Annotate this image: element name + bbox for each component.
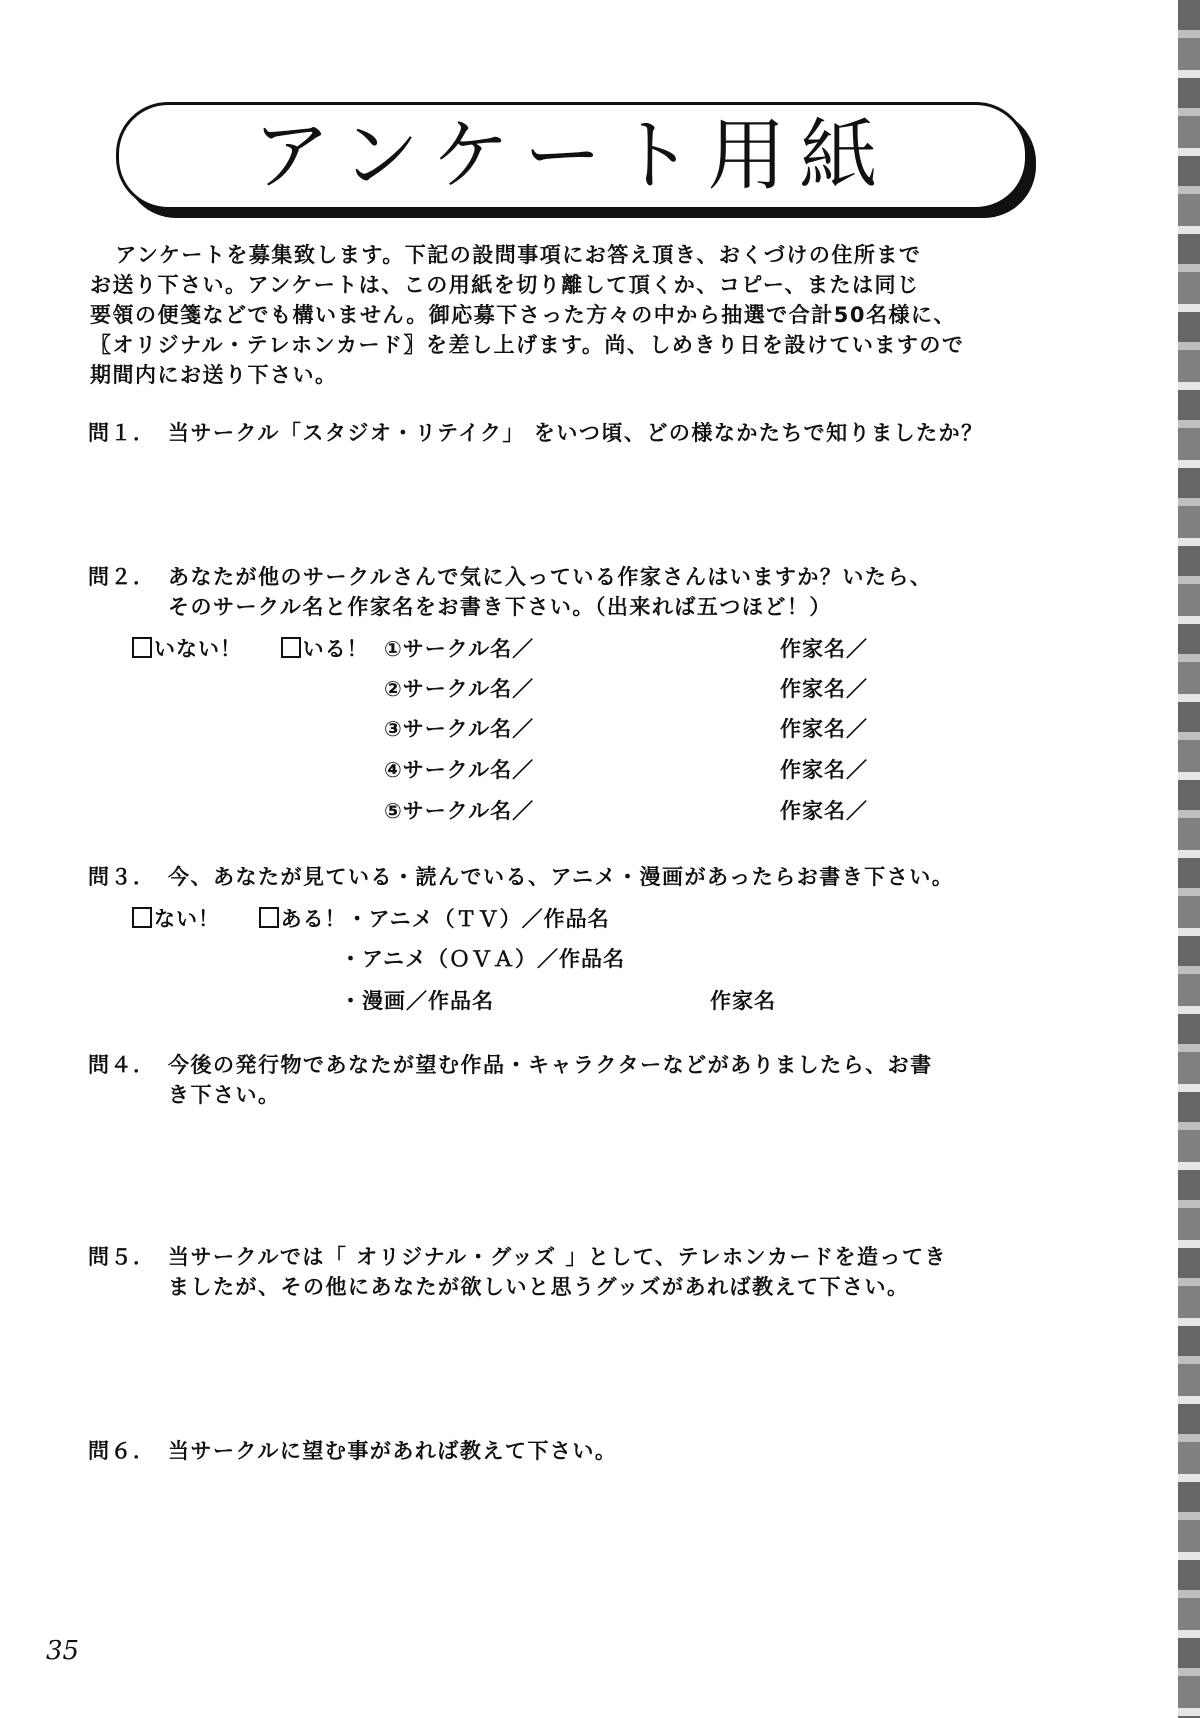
page-title: アンケート用紙 [252, 111, 892, 201]
question-text: そのサークル名と作家名をお書き下さい。（出来れば五つほど！） [168, 595, 832, 619]
anime-tv-field[interactable]: ・アニメ（ＴＶ）／作品名 [346, 907, 610, 931]
question-text: き下さい。 [168, 1083, 281, 1107]
intro-line: 〖オリジナル・テレホンカード〗を差し上げます。尚、しめきり日を設けていますので [90, 333, 965, 357]
question-4 [88, 1050, 1088, 1110]
manga-author-field[interactable]: 作家名 [710, 989, 776, 1013]
question-text: あなたが他のサークルさんで気に入っている作家さんはいますか？いたら、 [168, 565, 933, 589]
checkbox-no[interactable] [132, 637, 152, 658]
q3-options [132, 904, 610, 934]
circle-field-1[interactable]: ①サークル名／ [384, 637, 535, 661]
question-number: 問６． [88, 1439, 156, 1463]
option-label: いる！ [302, 637, 369, 661]
intro-line: 要領の便箋などでも構いません。御応募下さった方々の中から抽選で合計50名様に、 [90, 303, 956, 327]
question-6 [88, 1436, 1088, 1466]
question-text: 今、あなたが見ている・読んでいる、アニメ・漫画があったらお書き下さい。 [168, 865, 955, 889]
circle-field-5[interactable]: ⑤サークル名／ [384, 799, 535, 823]
question-1 [88, 418, 1088, 448]
checkbox-yes[interactable] [281, 637, 301, 658]
scan-edge-artifact [1178, 0, 1200, 1718]
intro-line: お送り下さい。アンケートは、この用紙を切り離して頂くか、コピー、または同じ [90, 273, 920, 297]
circle-field-2[interactable]: ②サークル名／ [384, 677, 535, 701]
question-text: 当サークルに望む事があれば教えて下さい。 [168, 1439, 618, 1463]
option-label: いない！ [154, 637, 242, 661]
question-text: 当サークルでは「 オリジナル・グッズ 」として、テレホンカードを造ってき [168, 1245, 948, 1269]
question-text: ましたが、その他にあなたが欲しいと思うグッズがあれば教えて下さい。 [168, 1275, 910, 1299]
question-3 [88, 862, 1088, 892]
question-2 [88, 562, 1088, 622]
intro-paragraph [90, 240, 1070, 390]
author-field-2[interactable]: 作家名／ [780, 677, 868, 701]
author-field-1[interactable]: 作家名／ [780, 637, 868, 661]
question-number: 問１． [88, 421, 156, 445]
intro-line: 期間内にお送り下さい。 [90, 363, 338, 387]
question-number: 問４． [88, 1053, 156, 1077]
title-banner [116, 102, 1028, 210]
question-number: 問５． [88, 1245, 156, 1269]
author-field-5[interactable]: 作家名／ [780, 799, 868, 823]
author-field-4[interactable]: 作家名／ [780, 758, 868, 782]
option-label: ない！ [154, 907, 220, 931]
author-field-3[interactable]: 作家名／ [780, 717, 868, 741]
option-label: ある！ [280, 907, 347, 931]
checkbox-yes[interactable] [259, 907, 279, 928]
checkbox-no[interactable] [132, 907, 152, 928]
question-number: 問３． [88, 865, 156, 889]
question-text: 今後の発行物であなたが望む作品・キャラクターなどがありましたら、お書 [168, 1053, 933, 1077]
circle-field-3[interactable]: ③サークル名／ [384, 717, 535, 741]
page-number: 35 [46, 1636, 80, 1666]
intro-line: アンケートを募集致します。下記の設問事項にお答え頂き、おくづけの住所まで [115, 243, 922, 267]
question-5 [88, 1242, 1088, 1302]
anime-ova-field[interactable]: ・アニメ（ＯＶＡ）／作品名 [340, 947, 625, 971]
question-text: 当サークル「スタジオ・リテイク」 をいつ頃、どの様なかたちで知りましたか？ [168, 421, 984, 445]
manga-title-field[interactable]: ・漫画／作品名 [340, 989, 494, 1013]
circle-field-4[interactable]: ④サークル名／ [384, 758, 535, 782]
q2-options [132, 634, 369, 664]
question-number: 問２． [88, 565, 156, 589]
